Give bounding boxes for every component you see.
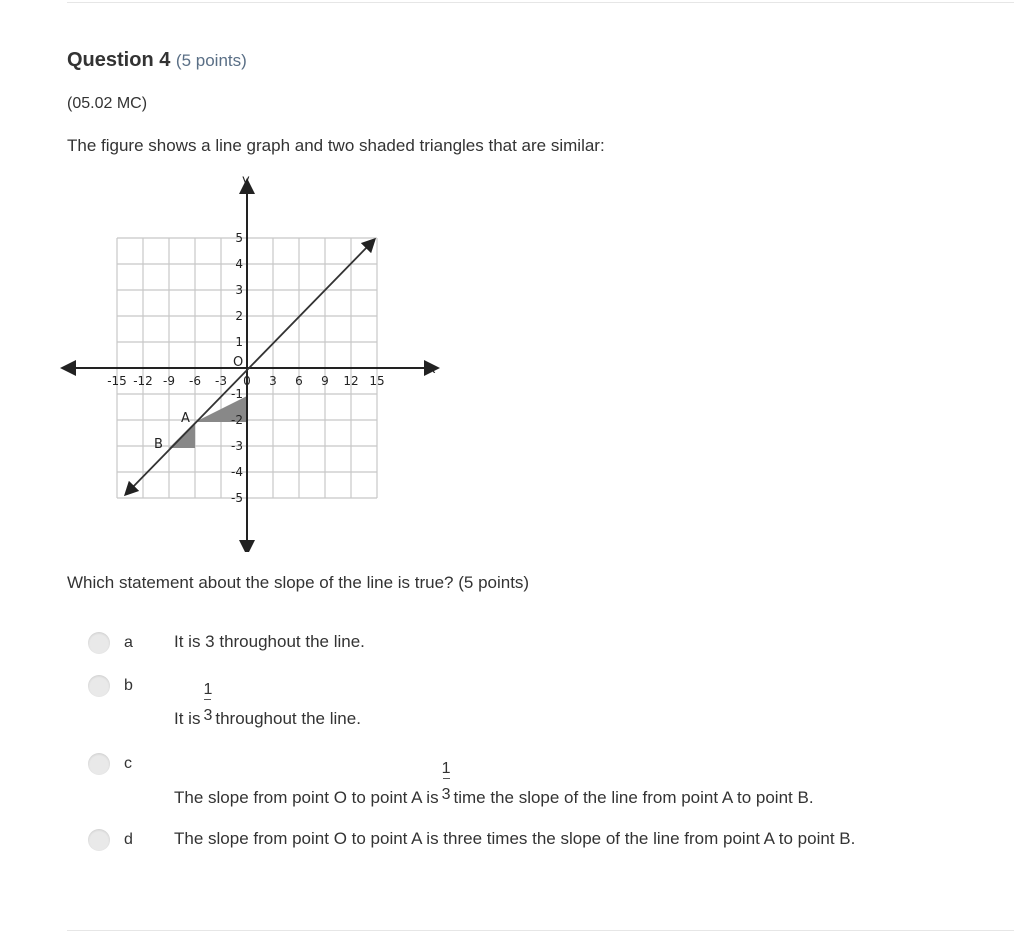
x-tick-label: 6: [295, 374, 303, 388]
y-axis-label: y: [242, 173, 250, 188]
option-a-text: It is 3 throughout the line.: [174, 632, 365, 651]
option-c-text-after: time the slope of the line from point A to point B.: [453, 788, 814, 807]
x-tick-label: 12: [343, 374, 359, 388]
x-tick-label: -9: [163, 374, 175, 388]
x-tick-labels: [107, 374, 384, 388]
origin-label: O: [233, 355, 244, 370]
y-tick-label: 3: [235, 283, 243, 297]
bottom-divider: [67, 930, 1014, 931]
option-c-radio[interactable]: [88, 753, 110, 775]
x-axis-label: x: [428, 362, 436, 377]
option-a-radio[interactable]: [88, 632, 110, 654]
y-tick-label: -1: [231, 387, 243, 401]
option-b-text: [174, 681, 361, 729]
question-points: (5 points): [175, 51, 247, 70]
question-stem: Which statement about the slope of the line is true? (5 points): [67, 573, 530, 592]
x-tick-label: -3: [215, 374, 227, 388]
option-b-text-before: It is: [174, 709, 201, 728]
option-a-letter: a: [124, 634, 133, 651]
x-tick-label: 0: [243, 374, 251, 388]
question-number: Question 4: [67, 49, 171, 71]
question-title: [67, 49, 247, 72]
option-b-fraction-denominator: 3: [203, 707, 213, 724]
option-c-fraction: [441, 760, 451, 807]
option-d-letter: d: [124, 831, 133, 848]
option-b-text-after: throughout the line.: [215, 709, 361, 728]
option-c-text: [174, 760, 814, 808]
point-b-label: B: [154, 437, 163, 452]
option-d-text: The slope from point O to point A is three times the slope of the line from point A to point B.: [174, 829, 856, 848]
y-tick-label: -5: [231, 491, 243, 505]
option-c-letter: c: [124, 755, 132, 772]
y-tick-label: 2: [235, 309, 243, 323]
question-code: (05.02 MC): [67, 95, 148, 112]
top-divider: [67, 2, 1014, 3]
option-b-fraction-bar: [204, 699, 211, 700]
x-tick-label: -12: [133, 374, 153, 388]
x-tick-label: -15: [107, 374, 127, 388]
option-b-fraction-numerator: 1: [203, 681, 213, 698]
y-tick-label: 4: [235, 257, 243, 271]
y-tick-label: -2: [231, 413, 243, 427]
y-tick-label: 5: [235, 231, 243, 245]
option-b-radio[interactable]: [88, 675, 110, 697]
option-d-radio[interactable]: [88, 829, 110, 851]
option-c-text-before: The slope from point O to point A is: [174, 788, 439, 807]
line-graph: [60, 168, 450, 552]
option-c-fraction-bar: [443, 778, 450, 779]
point-a-label: A: [181, 411, 190, 426]
y-tick-label: 1: [235, 335, 243, 349]
option-b-letter: b: [124, 677, 133, 694]
x-tick-label: 15: [369, 374, 385, 388]
y-tick-label: -3: [231, 439, 243, 453]
option-b-fraction: [203, 681, 213, 728]
y-tick-label: -4: [231, 465, 243, 479]
question-prompt: The figure shows a line graph and two shaded triangles that are similar:: [67, 136, 605, 155]
x-tick-label: -6: [189, 374, 201, 388]
option-c-fraction-denominator: 3: [441, 786, 451, 803]
x-tick-label: 3: [269, 374, 277, 388]
x-tick-label: 9: [321, 374, 329, 388]
option-c-fraction-numerator: 1: [441, 760, 451, 777]
